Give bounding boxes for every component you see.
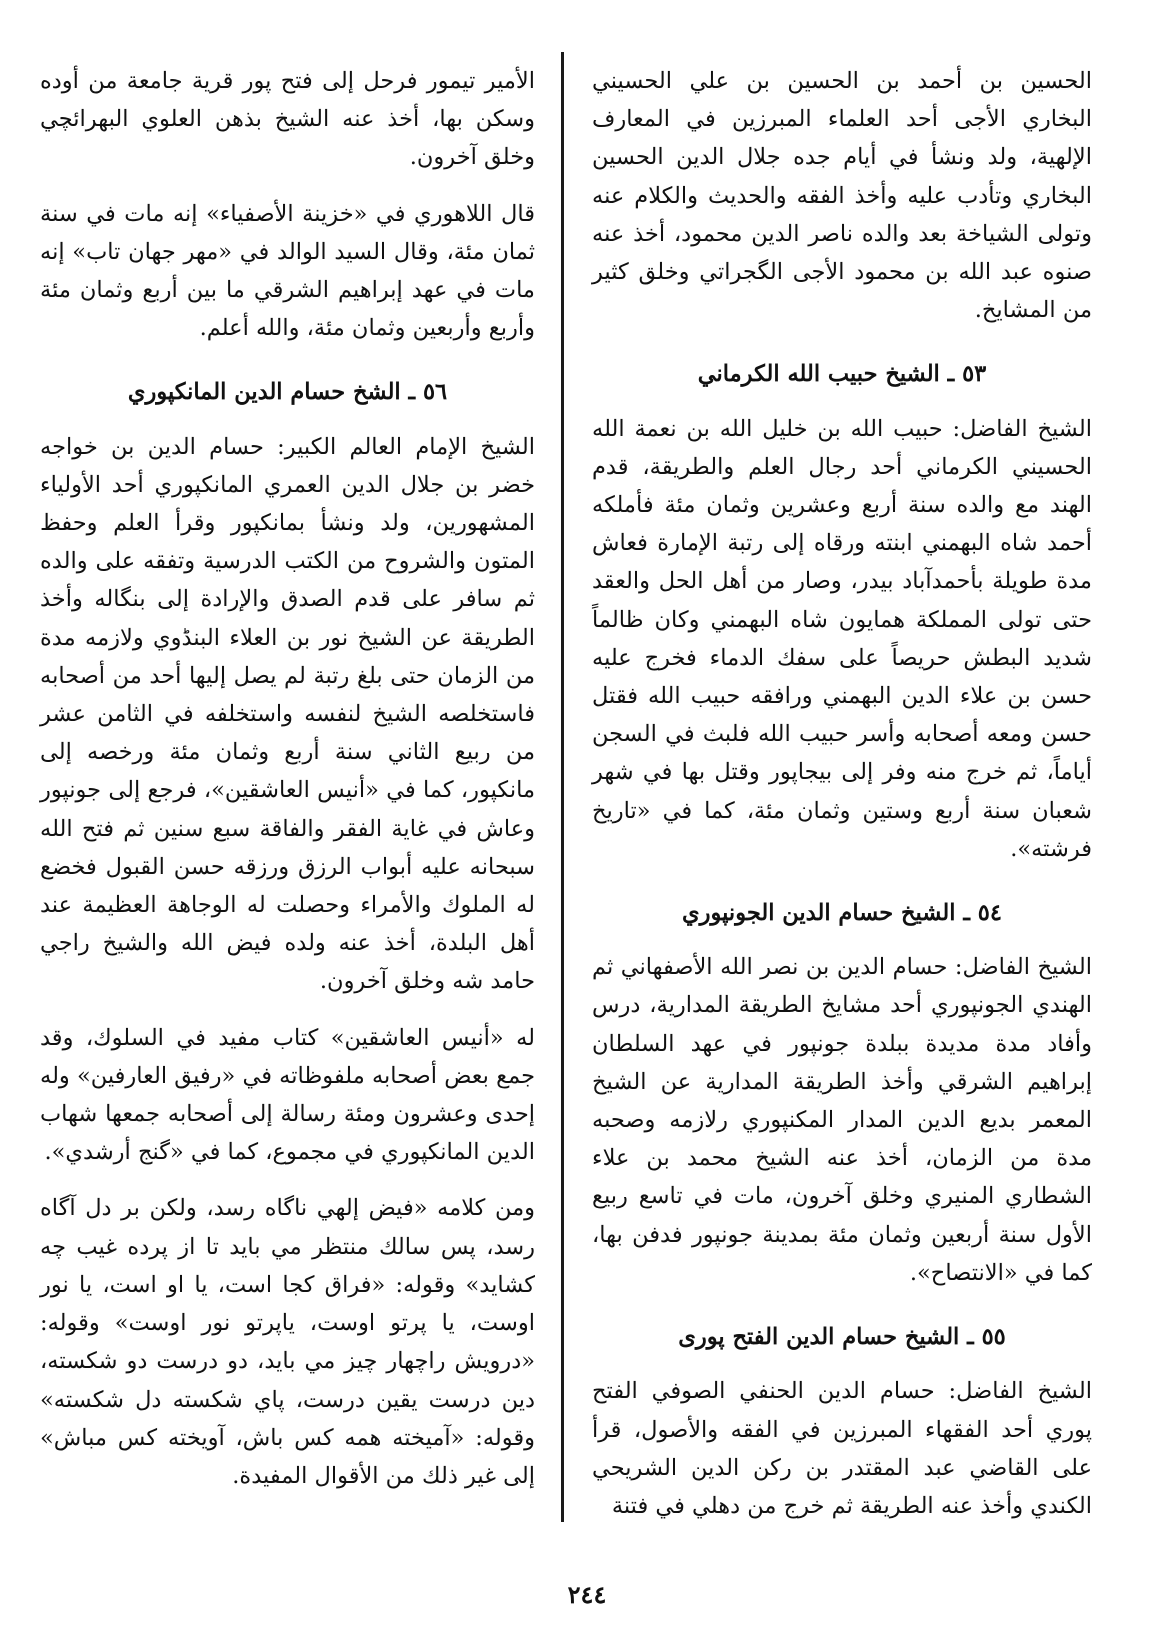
entry-54-heading: ٥٤ ـ الشيخ حسام الدين الجونپوري bbox=[682, 900, 1002, 927]
sayings-paragraph: ومن كلامه «فيض إلهي ناگاه رسد، ولكن بر دل آگاه رسد، پس سالك منتظر مي بايد تا از پرده غيب چه كشايد» وقوله: «فراق كجا است، يا او است، يا نور اوست، يا پرتو اوست، ياپرتو نور اوست» وقوله: «درويش راچهار چيز مي بايد، دو درست دو شكسته، دين درست يقين درست، پاي شكسته دل شكسته» وقوله: «آميخته همه كس باش، آويخته كس مباش» إلى غير ذلك من الأقوال المفيدة. bbox=[40, 1195, 535, 1489]
continuation-paragraph: الأمير تيمور فرحل إلى فتح پور قرية جامعة من أوده وسكن بها، أخذ عنه الشيخ بذهن العلوي البهرائچي وخلق آخرون. bbox=[40, 68, 535, 171]
entry-55-heading: ٥٥ ـ الشيخ حسام الدين الفتح پورى bbox=[678, 1324, 1006, 1351]
page-number: ٢٤٤ bbox=[567, 1580, 607, 1609]
entry-56-heading: ٥٦ ـ الشخ حسام الدين المانكپوري bbox=[127, 379, 448, 406]
death-date-paragraph: قال اللاهوري في «خزينة الأصفياء» إنه مات في سنة ثمان مئة، وقال السيد الوالد في «مهر جهان تاب» إنه مات في عهد إبراهيم الشرقي ما بين أربع وثمان مئة وأربع وأربعين وثمان مئة، والله أعلم. bbox=[40, 200, 535, 342]
left-column bbox=[40, 62, 535, 1513]
column-divider bbox=[561, 52, 564, 1522]
entry-54-paragraph: الشيخ الفاضل: حسام الدين بن نصر الله الأصفهاني ثم الهندي الجونپوري أحد مشايخ الطريقة المدارية، درس وأفاد مدة مديدة ببلدة جونپور في عهد السلطان إبراهيم الشرقي وأخذ الطريقة المدارية عن الشيخ المعمر بديع الدين المدار المكنپوري رلازمه وصحبه مدة من الزمان، أخذ عنه الشيخ محمد بن علاء الشطاري المنيري وخلق آخرون، مات في تاسع ربيع الأول سنة أربعين وثمان مئة بمدينة جونپور فدفن بها، كما في «الانتصاح». bbox=[592, 954, 1092, 1286]
entry-53-heading: ٥٣ ـ الشيخ حبيب الله الكرماني bbox=[697, 361, 987, 388]
intro-paragraph: الحسين بن أحمد بن الحسين بن علي الحسيني البخاري الأجى أحد العلماء المبرزين في المعارف الإلهية، ولد ونشأ في أيام جده جلال الدين الحسين البخاري وتأدب عليه وأخذ الفقه والحديث والكلام عنه وتولى الشياخة بعد والده ناصر الدين محمود، أخذ عنه صنوه عبد الله بن محمود الأجى الگجراتي وخلق كثير من المشايخ. bbox=[592, 68, 1092, 324]
works-paragraph: له «أنيس العاشقين» كتاب مفيد في السلوك، وقد جمع بعض أصحابه ملفوظاته في «رفيق العارفين» وله إحدى وعشرون ومئة رسالة إلى أصحابه جمعها شهاب الدين المانكپوري في مجموع، كما في «گنج أرشدي». bbox=[40, 1024, 535, 1166]
entry-55-paragraph: الشيخ الفاضل: حسام الدين الحنفي الصوفي الفتح پوري أحد الفقهاء المبرزين في الفقه والأصول، قرأ على القاضي عبد المقتدر بن ركن الدين الشريحي الكندي وأخذ عنه الطريقة ثم خرج من دهلي في فتنة bbox=[592, 1378, 1092, 1519]
entry-56-paragraph: الشيخ الإمام العالم الكبير: حسام الدين بن خواجه خضر بن جلال الدين العمري المانكپوري أحد الأولياء المشهورين، ولد ونشأ بمانكپور وقرأ العلم وحفظ المتون والشروح من الكتب الدرسية وتفقه على والده ثم سافر على قدم الصدق والإرادة إلى بنگاله وأخذ الطريقة عن الشيخ نور بن العلاء البنڈوي ولازمه مدة من الزمان حتى بلغ رتبة لم يصل إليها أحد من أصحابه فاستخلصه الشيخ لنفسه واستخلفه في الثامن عشر من ربيع الثاني سنة أربع وثمان مئة ورخصه إلى مانكپور، كما في «أنيس العاشقين»، فرجع إلى جونپور وعاش في غاية الفقر والفاقة سبع سنين ثم فتح الله سبحانه عليه أبواب الرزق ورزقه حسن القبول فخضع له الملوك والأمراء وحصلت له الوجاهة العظيمة عند أهل البلدة، أخذ عنه ولده فيض الله والشيخ راجي حامد شه وخلق آخرون. bbox=[40, 433, 535, 995]
right-column bbox=[592, 62, 1092, 1543]
entry-53-paragraph: الشيخ الفاضل: حبيب الله بن خليل الله بن نعمة الله الحسيني الكرماني أحد رجال العلم والطريقة، قدم الهند مع والده سنة أربع وعشرين وثمان مئة فأملكه أحمد شاه البهمني ابنته ورقاه إلى رتبة الإمارة فعاش مدة طويلة بأحمدآباد بيدر، وصار من أهل الحل والعقد حتى تولى المملكة همايون شاه البهمني وكان ظالماً شديد البطش حريصاً على سفك الدماء فخرج عليه حسن بن علاء الدين البهمني ورافقه حبيب الله فقتل حسن ومعه أصحابه وأسر حبيب الله فلبث في السجن أياماً، ثم خرج منه وفر إلى بيجاپور وقتل بها في شهر شعبان سنة أربع وستين وثمان مئة، كما في «تاريخ فرشته». bbox=[592, 415, 1092, 862]
